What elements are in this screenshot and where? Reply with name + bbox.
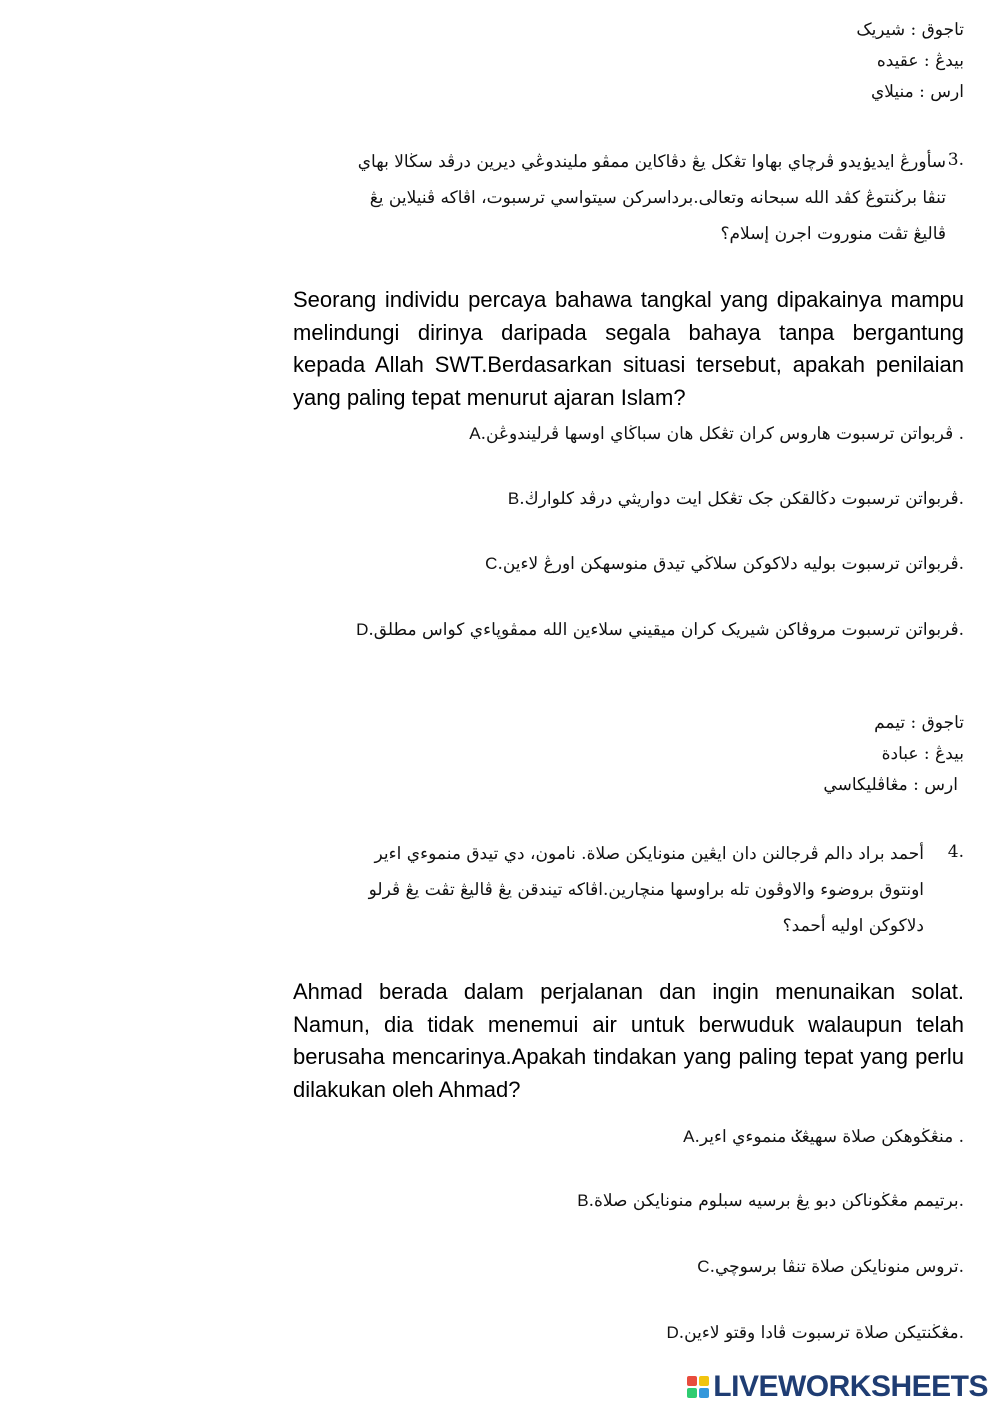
q3-jawi-question — [300, 144, 946, 252]
q4-latin-question: Ahmad berada dalam perjalanan dan ingin menunaikan solat. Namun, dia tidak menemui air untuk berwuduk walaupun telah berusaha mencarinya.Apakah tindakan yang paling tepat yang perlu dilakukan oleh Ahmad? — [293, 979, 964, 1102]
q3-option-d[interactable]: D.ڤربواتن ترسبوت مروڤاكن شيريک كران ميقيني سلاءين الله ممڤوڽاءي كواس مطلق. — [356, 620, 964, 640]
q3-option-a[interactable]: A. ڤربواتن ترسبوت هاروس كران تڠكل هان سباڬاي اوسها ڤرليندوڠن. — [469, 424, 964, 444]
liveworksheets-wordmark: LIVEWORKSHEETS — [713, 1370, 988, 1403]
q4-topic: تاجوق : تيمم — [874, 713, 964, 733]
q3-latin-question: Seorang individu percaya bahawa tangkal yang dipakainya mampu melindungi dirinya daripada segala bahaya tanpa bergantung kepada Allah SWT.Berdasarkan situasi tersebut, apakah penilaian yang paling tepat menurut ajaran Islam? — [293, 287, 964, 410]
q4-meta — [823, 708, 964, 801]
q4-level: ارس : مڠاڤليكاسي — [823, 775, 958, 795]
q3-topic: تاجوق : شيريک — [856, 20, 964, 40]
q4-jawi-line: اونتوق بروضوء والاوڤون تله براوسها منچارين.اڤاكه تيندقن يڠ ڤاليڠ تڤت يڠ ڤرلو — [368, 880, 924, 900]
q3-option-b[interactable]: B.ڤربواتن ترسبوت دڬالقكن جک تڠكل ايت دواريثي درڤد كلوارڬ. — [507, 489, 964, 509]
q4-field: بيدڠ : عبادة — [881, 744, 964, 764]
q4-number: 4. — [947, 842, 964, 862]
q4-option-d[interactable]: D.مڠڬنتيكن صلاة ترسبوت ڤادا وقتو لاءين. — [666, 1323, 964, 1343]
q3-number: 3. — [947, 150, 964, 170]
q4-option-a[interactable]: A. منڠڬوهكن صلاة سهيڠݢ منموءي اءير. — [683, 1127, 964, 1147]
q3-option-c[interactable]: C.ڤربواتن ترسبوت بوليه دلاكوكن سلاڬي تيدق منوسهكن اورڠ لاءين. — [485, 554, 964, 574]
liveworksheets-brand[interactable] — [687, 1370, 988, 1404]
q3-field: بيدڠ : عقيده — [876, 51, 964, 71]
q3-jawi-line: سأورڠ ايديۏيدو ڤرچاي بهاوا تڠكل يڠ دڤاكاين ممڤو مليندوڠي ديرين درڤد سڬالا بهاي — [357, 152, 946, 172]
q4-option-c[interactable]: C.تروس منونايكن صلاة تنڤا برسوچي. — [697, 1257, 964, 1277]
q4-jawi-question — [310, 836, 924, 944]
q4-option-b[interactable]: B.برتيمم مڠڬوناكن دبو يڠ برسيه سبلوم منونايكن صلاة. — [577, 1191, 964, 1211]
q4-jawi-line: أحمد براد دالم ڤرجالنن دان ايڠين منونايكن صلاة. نامون، دي تيدق منموءي اءير — [374, 844, 924, 864]
liveworksheets-logo-icon — [687, 1376, 709, 1398]
q3-meta — [856, 15, 964, 108]
q3-jawi-line: ڤاليڠ تڤت منوروت اجرن إسلام؟ — [720, 224, 946, 244]
q4-jawi-line: دلاكوكن اوليه أحمد؟ — [782, 916, 924, 936]
q3-level: ارس : منيلاي — [870, 82, 964, 102]
q3-jawi-line: تنڤا برڬنتوڠ كڤد الله سبحانه وتعالى.برداسركن سيتواسي ترسبوت، اڤاكه ڤنيلاين يڠ — [369, 188, 946, 208]
